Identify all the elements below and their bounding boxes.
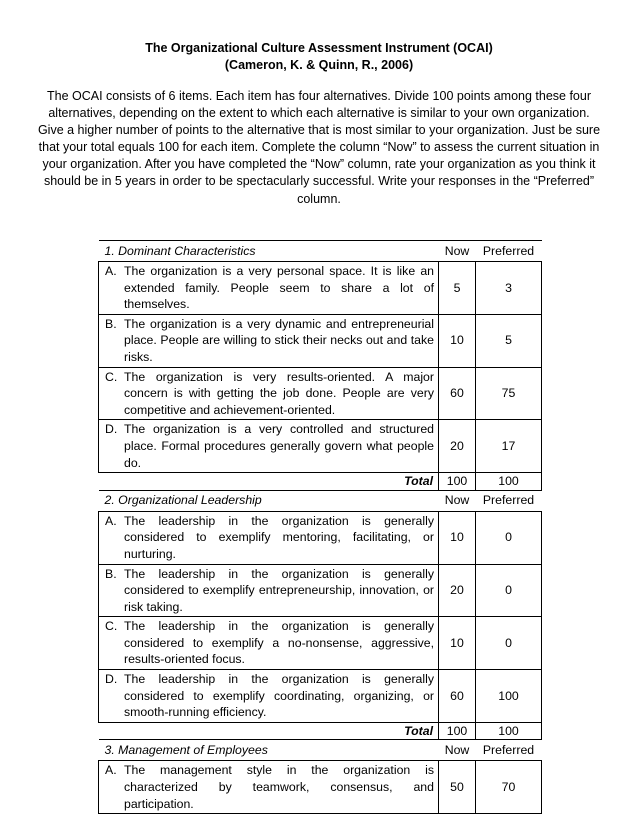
alternative-row xyxy=(99,564,542,617)
now-score-cell[interactable]: 10 xyxy=(439,511,476,564)
alternative-letter: A. xyxy=(105,264,117,278)
section-header-row xyxy=(99,490,542,511)
alternative-text: The leadership in the organization is generally considered to exemplify mentoring, facilitating, or nurturing. xyxy=(124,513,434,561)
now-score-cell[interactable]: 10 xyxy=(439,314,476,367)
alternative-row xyxy=(99,314,542,367)
total-label: Total xyxy=(99,473,439,491)
preferred-score-cell[interactable]: 17 xyxy=(476,420,542,473)
preferred-score-cell[interactable]: 100 xyxy=(476,670,542,723)
preferred-score-cell[interactable]: 0 xyxy=(476,511,542,564)
alternative-row xyxy=(99,262,542,315)
alternative-description xyxy=(99,564,439,617)
preferred-score-cell[interactable]: 5 xyxy=(476,314,542,367)
alternative-letter: C. xyxy=(105,619,118,634)
now-score-cell[interactable]: 60 xyxy=(439,367,476,420)
alternative-row xyxy=(99,367,542,420)
document-citation: (Cameron, K. & Quinn, R., 2006) xyxy=(224,58,414,72)
total-row xyxy=(99,722,542,740)
alternative-row xyxy=(99,670,542,723)
preferred-score-cell[interactable]: 0 xyxy=(476,564,542,617)
alternative-description xyxy=(99,262,439,315)
alternative-row xyxy=(99,511,542,564)
section-heading: 3. Management of Employees xyxy=(99,740,439,761)
alternative-text: The organization is a very personal space. It is like an extended family. People seem to share a lot of themselves. xyxy=(124,264,434,312)
total-preferred-value: 100 xyxy=(476,473,542,491)
instructions-paragraph: The OCAI consists of 6 items. Each item has four alternatives. Divide 100 points among these four alternatives, depending on the extent to which each alternative is similar to your own organization. Give a higher number of points to the alternative that is most similar to your organization. Just be sure that your total equals 100 for each item. Complete the column “Now” to assess the current situation in your organization. After you have completed the “Now” column, rate your organization as you think it should be in 5 years in order to be spectacularly successful. Write your responses in the “Preferred” column. xyxy=(37,89,601,206)
section-header-row xyxy=(99,740,542,761)
alternative-row xyxy=(99,420,542,473)
total-label: Total xyxy=(99,722,439,740)
alternative-row xyxy=(99,761,542,814)
alternative-letter: D. xyxy=(105,422,118,437)
alternative-text: The leadership in the organization is generally considered to exemplify coordinating, organizing, or smooth-running efficiency. xyxy=(124,672,434,720)
alternative-letter: A. xyxy=(105,763,117,778)
section-header-row xyxy=(99,241,542,262)
now-score-cell[interactable]: 20 xyxy=(439,564,476,617)
alternative-letter: B. xyxy=(105,316,117,331)
now-score-cell[interactable]: 60 xyxy=(439,670,476,723)
now-column-header: Now xyxy=(439,490,476,511)
total-now-value: 100 xyxy=(439,722,476,740)
alternative-row xyxy=(99,617,542,670)
ocai-table xyxy=(98,240,542,814)
alternative-letter: C. xyxy=(105,369,118,384)
alternative-description xyxy=(99,511,439,564)
alternative-text: The management style in the organization is characterized by teamwork, consensus, and participation. xyxy=(124,763,434,811)
alternative-description xyxy=(99,367,439,420)
now-score-cell[interactable]: 10 xyxy=(439,617,476,670)
preferred-score-cell[interactable]: 70 xyxy=(476,761,542,814)
section-heading: 1. Dominant Characteristics xyxy=(99,241,439,262)
preferred-score-cell[interactable]: 0 xyxy=(476,617,542,670)
preferred-column-header: Preferred xyxy=(476,241,542,262)
preferred-column-header: Preferred xyxy=(476,490,542,511)
total-preferred-value: 100 xyxy=(476,722,542,740)
now-score-cell[interactable]: 5 xyxy=(439,262,476,315)
alternative-text: The organization is very results-oriented. A major concern is with getting the job done. People are very competitive and achievement-oriented. xyxy=(124,369,434,417)
preferred-score-cell[interactable]: 3 xyxy=(476,262,542,315)
alternative-text: The leadership in the organization is generally considered to exemplify a no-nonsense, aggressive, results-oriented focus. xyxy=(124,619,434,667)
preferred-column-header: Preferred xyxy=(476,740,542,761)
alternative-description xyxy=(99,314,439,367)
document-title: The Organizational Culture Assessment Instrument (OCAI) xyxy=(145,41,493,55)
alternative-letter: A. xyxy=(105,513,117,528)
section-heading: 2. Organizational Leadership xyxy=(99,490,439,511)
now-column-header: Now xyxy=(439,740,476,761)
alternative-text: The leadership in the organization is generally considered to exemplify entrepreneurship, innovation, or risk taking. xyxy=(124,566,434,614)
alternative-description xyxy=(99,670,439,723)
preferred-score-cell[interactable]: 75 xyxy=(476,367,542,420)
alternative-description xyxy=(99,420,439,473)
total-row xyxy=(99,473,542,491)
total-now-value: 100 xyxy=(439,473,476,491)
alternative-text: The organization is a very controlled and structured place. Formal procedures generally govern what people do. xyxy=(124,422,434,470)
alternative-description xyxy=(99,761,439,814)
alternative-description xyxy=(99,617,439,670)
now-column-header: Now xyxy=(439,241,476,262)
alternative-letter: D. xyxy=(105,672,118,687)
alternative-text: The organization is a very dynamic and entrepreneurial place. People are willing to stick their necks out and take risks. xyxy=(124,316,434,364)
alternative-letter: B. xyxy=(105,566,117,581)
now-score-cell[interactable]: 20 xyxy=(439,420,476,473)
now-score-cell[interactable]: 50 xyxy=(439,761,476,814)
